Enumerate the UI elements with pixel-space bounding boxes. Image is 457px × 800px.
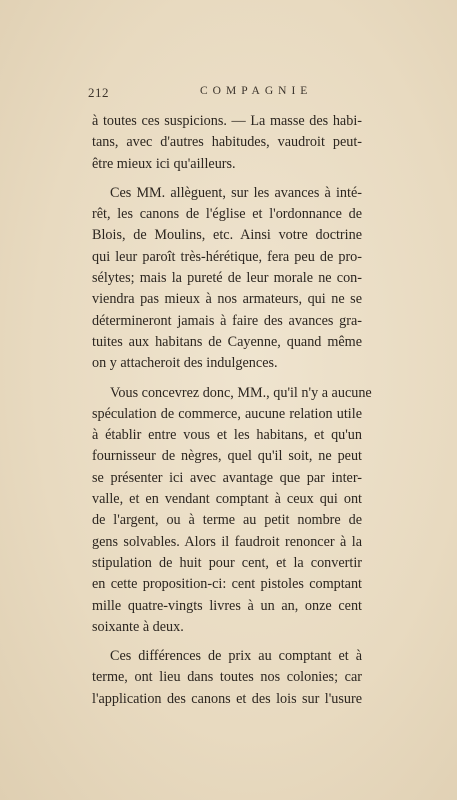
text-line: rêt, les canons de l'église et l'ordonnance de xyxy=(92,206,362,223)
text-line: on y attacheroit des indulgences. xyxy=(92,355,278,372)
text-line: mille quatre-vingts livres à un an, onze cent xyxy=(92,597,362,614)
text-line: à toutes ces suspicions. — La masse des habi- xyxy=(92,113,362,129)
text-line: se présenter ici avec avantage que par inter- xyxy=(92,469,362,486)
paragraph-gap xyxy=(92,375,362,383)
paragraph-gap xyxy=(92,638,362,646)
text-line: viendra pas mieux à nos armateurs, qui ne se xyxy=(92,291,362,308)
text-line: Vous concevrez donc, MM., qu'il n'y a aucune xyxy=(110,384,372,401)
body-text xyxy=(92,111,372,710)
text-line: tans, avec d'autres habitudes, vaudroit peut- xyxy=(92,134,362,151)
running-head xyxy=(88,85,362,101)
paragraph xyxy=(92,383,372,639)
page-number: 212 xyxy=(88,85,109,100)
text-line: détermineront jamais à faire des avances gra- xyxy=(92,312,362,329)
text-line: tuites aux habitans de Cayenne, quand même xyxy=(92,333,362,350)
text-line: à établir entre vous et les habitans, et qu'un xyxy=(92,427,362,444)
paragraph xyxy=(92,111,362,175)
paragraph xyxy=(92,183,362,375)
text-line: valle, et en vendant comptant à ceux qui ont xyxy=(92,491,362,508)
text-line: l'application des canons et des lois sur l'usure xyxy=(92,690,362,707)
text-line: Ces MM. allèguent, sur les avances à inté- xyxy=(110,184,362,201)
paragraph xyxy=(92,646,362,710)
text-line: Ces différences de prix au comptant et à xyxy=(110,648,362,665)
text-line: de l'argent, ou à terme au petit nombre de xyxy=(92,512,362,529)
text-line: fournisseur de nègres, quel qu'il soit, ne peut xyxy=(92,448,362,465)
text-line: stipulation de huit pour cent, et la convertir xyxy=(92,554,362,571)
running-head-title: COMPAGNIE xyxy=(200,85,313,97)
paragraph-gap xyxy=(92,175,362,183)
text-line: soixante à deux. xyxy=(92,618,184,635)
text-line: qui leur paroît très-hérétique, fera peu de pro- xyxy=(92,248,362,265)
text-line: gens solvables. Alors il faudroit renoncer à la xyxy=(92,533,362,550)
text-line: spéculation de commerce, aucune relation utile xyxy=(92,405,362,422)
text-line: être mieux ici qu'ailleurs. xyxy=(92,155,236,172)
text-line: Blois, de Moulins, etc. Ainsi votre doctrine xyxy=(92,227,362,244)
text-line: terme, ont lieu dans toutes nos colonies; car xyxy=(92,669,362,686)
text-line: sélytes; mais la pureté de leur morale ne con- xyxy=(92,270,362,287)
text-line: en cette proposition-ci: cent pistoles comptant xyxy=(92,576,362,593)
